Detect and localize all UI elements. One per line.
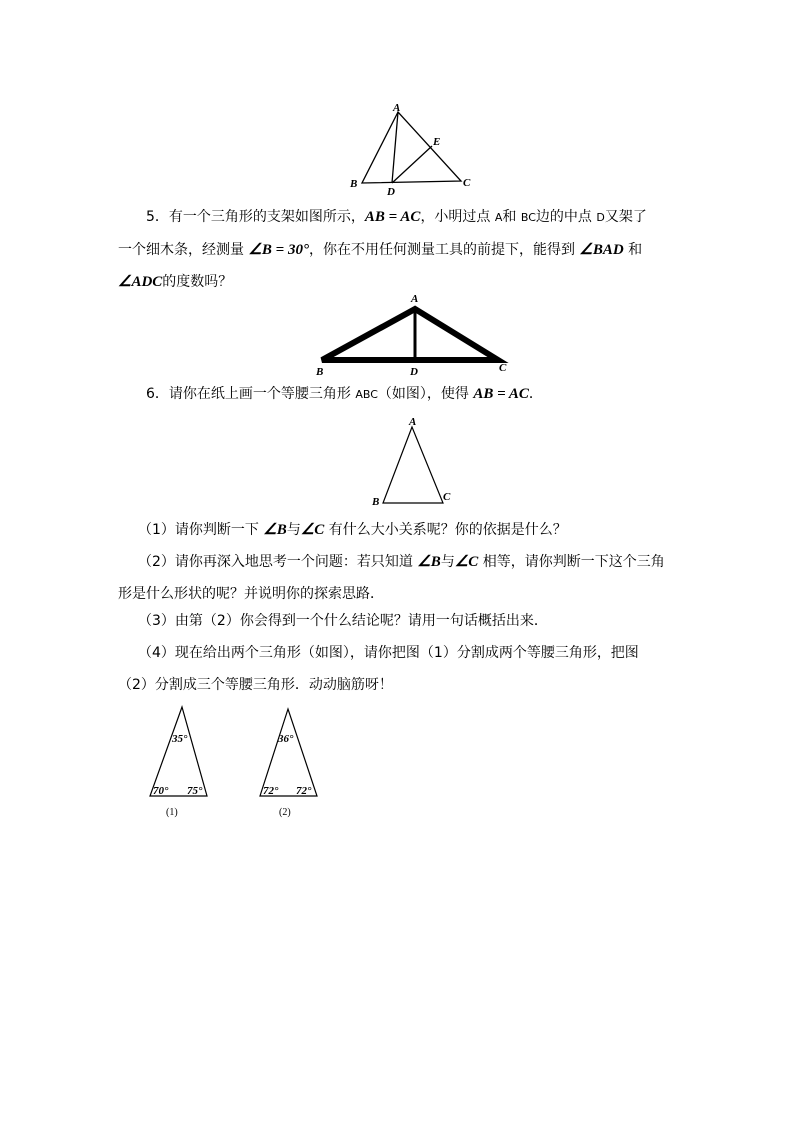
angle-left: 72° <box>263 785 279 797</box>
math: ∠C <box>300 522 325 538</box>
text: （如图），使得 <box>377 386 474 402</box>
text: 与 <box>440 554 455 570</box>
sub-2 <box>138 553 665 571</box>
math: ∠B <box>417 554 441 570</box>
text: ，小明过点 <box>420 209 495 225</box>
math: ∠B <box>263 522 287 538</box>
text: D <box>596 211 605 224</box>
figure-bracket <box>322 309 498 360</box>
text: 一个细木条，经测量 <box>118 242 249 258</box>
angle-top: 36° <box>278 733 294 745</box>
label-a: A <box>411 293 419 305</box>
text: 的度数吗？ <box>162 274 233 290</box>
q5-line3 <box>118 273 232 291</box>
q6-line <box>146 385 543 404</box>
angle-left: 70° <box>153 785 169 797</box>
label-d: D <box>387 186 395 198</box>
math: ∠ADC <box>118 274 163 290</box>
text: BC <box>520 211 536 224</box>
label-a: A <box>409 416 417 428</box>
angle-top: 35° <box>172 733 188 745</box>
sub-4: （4）现在给出两个三角形（如图），请你把图（1）分割成两个等腰三角形，把图 <box>138 645 639 661</box>
q5-line1 <box>146 208 647 227</box>
label-c: C <box>443 491 451 503</box>
text: 和 <box>623 242 643 258</box>
label-b: B <box>372 496 380 508</box>
text: ，你在不用任何测量工具的前提下，能得到 <box>308 242 580 258</box>
math: ∠C <box>454 554 479 570</box>
label-c: C <box>499 362 507 374</box>
q5-line2 <box>118 241 642 259</box>
math: ∠B = 30° <box>248 242 309 258</box>
figure-triangle-1 <box>150 707 207 796</box>
caption-2: (2) <box>279 807 291 818</box>
math: AB = AC <box>364 209 421 225</box>
text: ABC <box>355 388 378 401</box>
text: 6．请你在纸上画一个等腰三角形 <box>146 386 356 402</box>
label-d: D <box>410 366 418 378</box>
label-a: A <box>393 102 401 114</box>
text: 5．有一个三角形的支架如图所示， <box>146 209 365 225</box>
label-b: B <box>350 178 358 190</box>
math: AB = AC <box>473 386 529 402</box>
label-e: E <box>433 136 441 148</box>
caption-1: (1) <box>166 807 178 818</box>
figure-triangle-abc-de <box>362 112 461 183</box>
sub-3: （3）由第（2）你会得到一个什么结论呢？请用一句话概括出来． <box>138 613 548 629</box>
figure-triangle-2 <box>260 709 317 796</box>
text: 与 <box>286 522 301 538</box>
sub-4-cont: （2）分割成三个等腰三角形．动动脑筋呀！ <box>118 677 393 693</box>
label-c: C <box>463 177 471 189</box>
angle-right: 72° <box>296 785 312 797</box>
sub-1 <box>138 521 567 539</box>
text: 相等，请你判断一下这个三角 <box>478 554 665 570</box>
label-b: B <box>316 366 324 378</box>
angle-right: 75° <box>187 785 203 797</box>
sub-2-cont: 形是什么形状的呢？并说明你的探索思路． <box>118 586 384 602</box>
text: 有什么大小关系呢？你的依据是什么？ <box>324 522 567 538</box>
text: A <box>494 211 503 224</box>
text: 和 <box>502 209 521 225</box>
text: （2）请你再深入地思考一个问题：若只知道 <box>138 554 418 570</box>
figure-isosceles-abc <box>383 427 443 503</box>
text: （1）请你判断一下 <box>138 522 264 538</box>
text: ． <box>528 386 543 402</box>
math: ∠BAD <box>579 242 624 258</box>
text: 边的中点 <box>535 209 597 225</box>
text: 又架了 <box>604 209 647 225</box>
